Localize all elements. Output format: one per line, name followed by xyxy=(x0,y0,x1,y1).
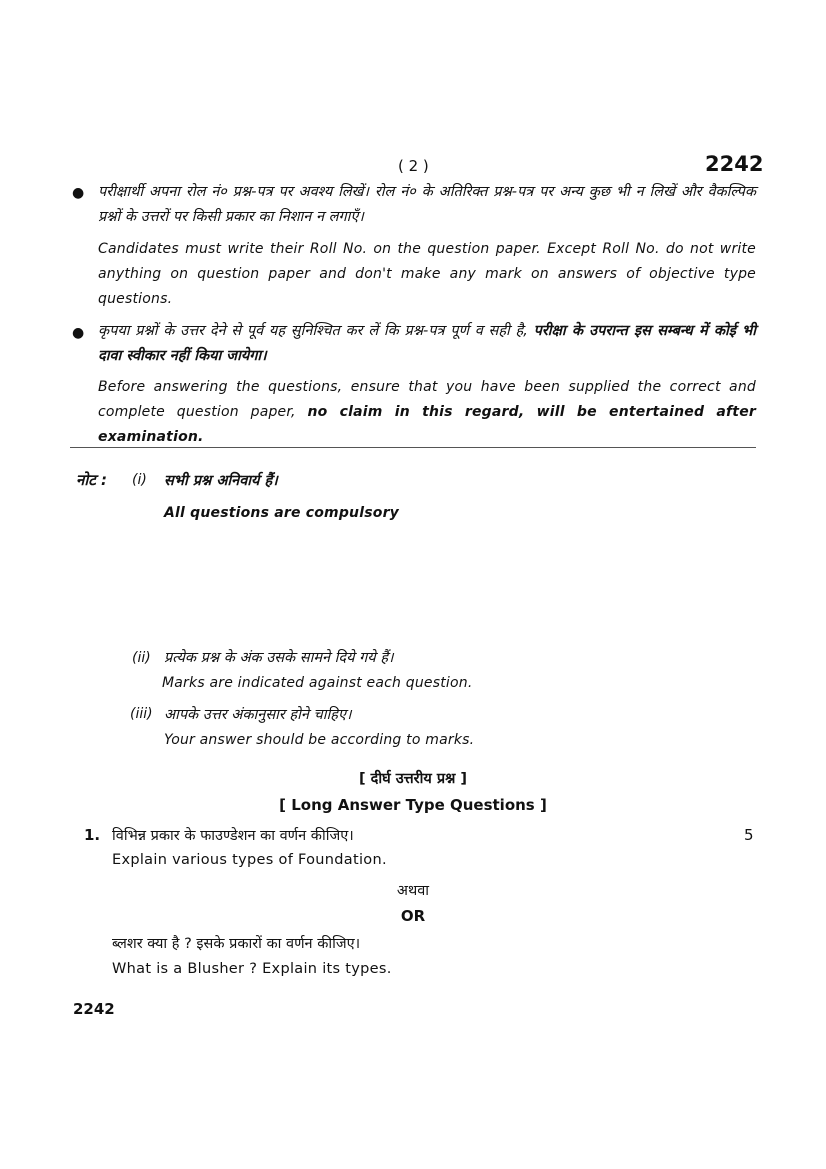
section-title-english: [ Long Answer Type Questions ] xyxy=(279,796,547,814)
note-item-2-english: Marks are indicated against each question. xyxy=(162,675,473,691)
paper-code-header: 2242 xyxy=(705,152,764,176)
page-number: ( 2 ) xyxy=(398,157,429,175)
or-hindi: अथवा xyxy=(396,883,430,899)
note-item-1-number: (i) xyxy=(132,472,147,488)
note-item-3-hindi: आपके उत्तर अंकानुसार होने चाहिए। xyxy=(164,707,352,723)
note-item-1-hindi: सभी प्रश्न अनिवार्य हैं। xyxy=(164,473,278,489)
note-item-2-hindi: प्रत्येक प्रश्न के अंक उसके सामने दिये गये हैं। xyxy=(164,650,394,666)
question-english: Explain various types of Foundation. xyxy=(112,852,387,868)
note-label: नोट : xyxy=(76,471,107,489)
question-marks: 5 xyxy=(744,826,754,844)
section-title-hindi: [ दीर्घ उत्तरीय प्रश्न ] xyxy=(358,771,468,787)
alt-question-english: What is a Blusher ? Explain its types. xyxy=(112,961,392,977)
instruction-2-english-bold: no claim in this regard, will be entertained after examination. xyxy=(98,404,756,445)
instruction-2-hindi-bold: परीक्षा के उपरान्त इस सम्बन्ध में कोई भी दावा स्वीकार नहीं किया जायेगा। xyxy=(98,323,756,364)
instruction-2-english-text: Before answering the questions, ensure that you have been supplied the correct and complete question paper, xyxy=(98,379,756,420)
bullet-marker: ● xyxy=(72,185,85,201)
paper-code-footer: 2242 xyxy=(73,1000,115,1018)
instruction-1-hindi: परीक्षार्थी अपना रोल नं० प्रश्न-पत्र पर अवश्य लिखें। रोल नं० के अतिरिक्त प्रश्न-पत्र पर अन्य कुछ भी न लिखें और वैकल्पिक प्रश्नों के उत्तरों पर किसी प्रकार का निशान न लगाएँ। xyxy=(98,184,756,225)
divider xyxy=(70,447,756,448)
bullet-marker: ● xyxy=(72,325,85,341)
note-item-3-english: Your answer should be according to marks. xyxy=(164,732,475,748)
note-item-3-number: (iii) xyxy=(130,706,153,722)
instruction-1-english: Candidates must write their Roll No. on the question paper. Except Roll No. do not write anything on question paper and don't make any mark on answers of objective type questions. xyxy=(98,241,756,307)
or-english: OR xyxy=(400,907,426,925)
note-item-2-number: (ii) xyxy=(132,650,151,666)
question-hindi: विभिन्न प्रकार के फाउण्डेशन का वर्णन कीजिए। xyxy=(112,828,354,844)
question-number: 1. xyxy=(84,826,101,844)
instruction-2-hindi xyxy=(98,319,756,369)
note-item-1-english: All questions are compulsory xyxy=(164,505,400,521)
instruction-2-hindi-text: कृपया प्रश्नों के उत्तर देने से पूर्व यह सुनिश्चित कर लें कि प्रश्न-पत्र पूर्ण व सही है, xyxy=(98,323,528,339)
instruction-2-english xyxy=(98,375,756,450)
alt-question-hindi: ब्लशर क्या है ? इसके प्रकारों का वर्णन कीजिए। xyxy=(112,936,361,952)
